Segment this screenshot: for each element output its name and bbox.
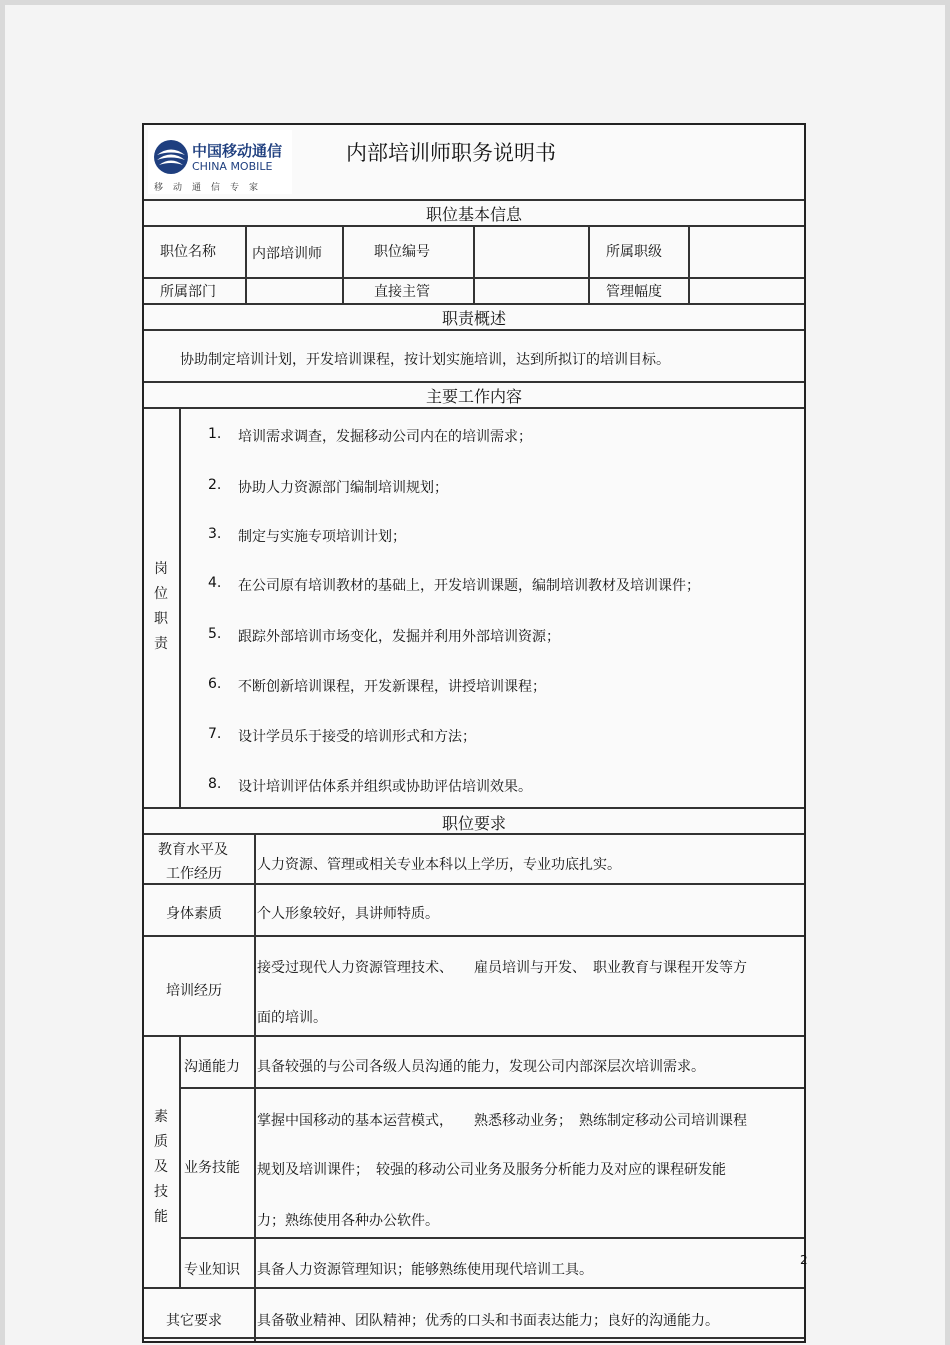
duty-num: 8.	[208, 776, 222, 792]
duty-item: 在公司原有培训教材的基础上，开发培训课题，编制培训教材及培训课件；	[238, 578, 700, 594]
china-mobile-logo	[148, 130, 292, 194]
duty-item: 跟踪外部培训市场变化，发掘并利用外部培训资源；	[238, 629, 560, 645]
label-communication: 沟通能力	[184, 1059, 240, 1075]
duty-num: 4.	[208, 575, 222, 591]
logo-english-name: CHINA MOBILE	[192, 160, 273, 173]
label-physical: 身体素质	[166, 906, 222, 922]
label-position-name: 职位名称	[160, 244, 216, 260]
professional-knowledge-text: 具备人力资源管理知识；能够熟练使用现代培训工具。	[257, 1262, 593, 1278]
duty-item: 设计培训评估体系并组织或协助评估培训效果。	[238, 779, 532, 795]
duty-item: 设计学员乐于接受的培训形式和方法；	[238, 729, 476, 745]
label-rank: 所属职级	[606, 244, 662, 260]
label-department: 所属部门	[160, 284, 216, 300]
other-text: 具备敬业精神、团队精神；优秀的口头和书面表达能力；良好的沟通能力。	[257, 1313, 719, 1329]
overview-text: 协助制定培训计划，开发培训课程，按计划实施培训，达到所拟订的培训目标。	[180, 352, 670, 368]
side-label-duties: 岗位职责	[154, 561, 168, 652]
document-title: 内部培训师职务说明书	[346, 141, 556, 165]
duty-num: 1.	[208, 426, 222, 442]
label-education-1: 教育水平及	[158, 842, 228, 858]
label-training-exp: 培训经历	[166, 983, 222, 999]
communication-text: 具备较强的与公司各级人员沟通的能力，发现公司内部深层次培训需求。	[257, 1059, 705, 1075]
duty-num: 6.	[208, 676, 222, 692]
duty-item: 培训需求调查，发掘移动公司内在的培训需求；	[238, 429, 532, 445]
duty-item: 不断创新培训课程，开发新课程，讲授培训课程；	[238, 679, 546, 695]
education-text: 人力资源、管理或相关专业本科以上学历，专业功底扎实。	[257, 857, 621, 873]
china-mobile-emblem-icon	[152, 138, 190, 176]
duty-item: 协助人力资源部门编制培训规划；	[238, 480, 448, 496]
section-requirements: 职位要求	[441, 814, 506, 833]
label-other: 其它要求	[166, 1313, 222, 1329]
page-number: 2	[800, 1253, 808, 1267]
duty-num: 2.	[208, 477, 222, 493]
logo-slogan: 移动通信专家	[154, 183, 269, 193]
job-description-document	[142, 123, 806, 1343]
duty-num: 3.	[208, 526, 222, 542]
logo-chinese-name: 中国移动通信	[192, 142, 283, 160]
duty-num: 7.	[208, 726, 222, 742]
side-label-skills: 素质及技能	[154, 1109, 168, 1225]
training-exp-text-2: 面的培训。	[257, 1010, 327, 1026]
label-supervisor: 直接主管	[374, 284, 430, 300]
label-business-skills: 业务技能	[184, 1160, 240, 1176]
label-education-2: 工作经历	[166, 866, 222, 882]
duty-num: 5.	[208, 626, 222, 642]
business-skills-text-2: 规划及培训课件； 较强的移动公司业务及服务分析能力及对应的课程研发能	[257, 1162, 726, 1178]
physical-text: 个人形象较好，具讲师特质。	[257, 906, 439, 922]
duty-item: 制定与实施专项培训计划；	[238, 529, 406, 545]
section-basic-info: 职位基本信息	[425, 205, 522, 224]
training-exp-text-1: 接受过现代人力资源管理技术、 雇员培训与开发、 职业教育与课程开发等方	[257, 960, 747, 976]
business-skills-text-1: 掌握中国移动的基本运营模式， 熟悉移动业务； 熟练制定移动公司培训课程	[257, 1113, 747, 1129]
business-skills-text-3: 力；熟练使用各种办公软件。	[257, 1213, 439, 1229]
section-overview: 职责概述	[441, 309, 506, 328]
value-position-name: 内部培训师	[252, 246, 322, 262]
label-position-code: 职位编号	[374, 244, 430, 260]
label-management-span: 管理幅度	[606, 284, 662, 300]
label-professional-knowledge: 专业知识	[184, 1262, 240, 1278]
divider	[144, 199, 804, 201]
section-main-work: 主要工作内容	[425, 387, 522, 406]
